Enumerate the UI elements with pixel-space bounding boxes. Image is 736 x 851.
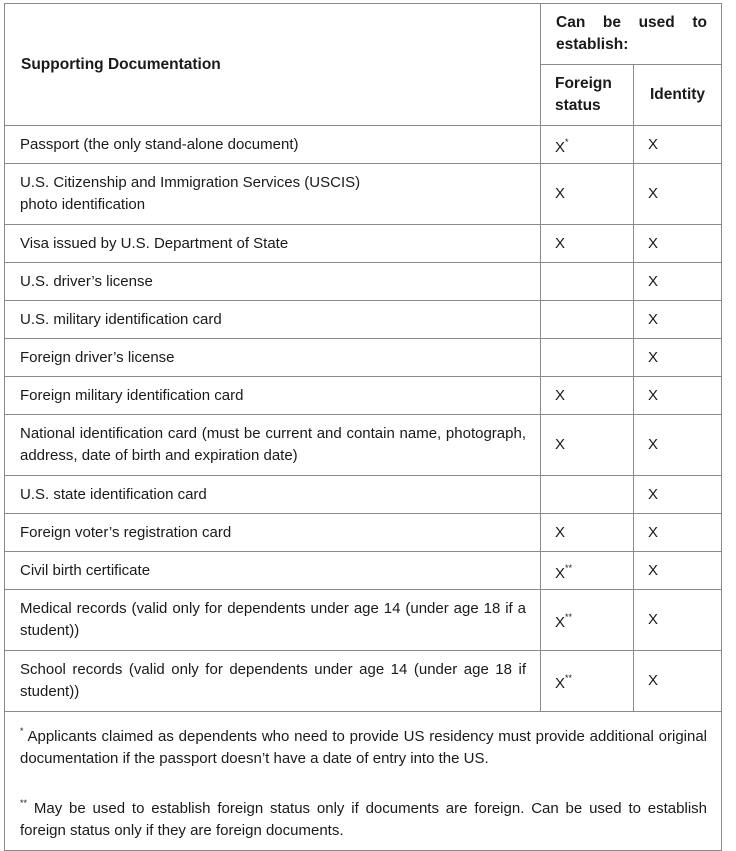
table-row xyxy=(5,552,722,590)
identity-cell: X xyxy=(634,164,722,225)
foreign-status-cell xyxy=(541,651,634,712)
document-cell: Medical records (valid only for dependents under age 14 (under age 18 if a student)) xyxy=(5,590,541,651)
document-cell: National identification card (must be current and contain name, photograph, address, date of birth and expiration date) xyxy=(5,415,541,476)
header-can-be-used-to-establish: Can be used to establish: xyxy=(541,4,722,65)
identity-cell: X xyxy=(634,301,722,339)
header-foreign-status: Foreign status xyxy=(541,65,634,126)
footnote-marker: ** xyxy=(565,612,573,622)
document-cell: U.S. military identification card xyxy=(5,301,541,339)
table-row xyxy=(5,225,722,263)
foreign-status-cell xyxy=(541,126,634,164)
foreign-status-cell xyxy=(541,552,634,590)
footnote-mark: * xyxy=(20,726,24,736)
footnote-marker: ** xyxy=(565,673,573,683)
identity-cell: X xyxy=(634,225,722,263)
foreign-status-cell: X xyxy=(541,415,634,476)
foreign-status-cell xyxy=(541,339,634,377)
foreign-status-cell: X xyxy=(541,164,634,225)
document-cell: Foreign voter’s registration card xyxy=(5,514,541,552)
foreign-status-cell xyxy=(541,263,634,301)
footnote-text: Applicants claimed as dependents who need to provide US residency must provide additional original documentation if the passport doesn’t have a date of entry into the US. xyxy=(20,728,708,767)
footnote-double-asterisk xyxy=(20,792,707,842)
foreign-status-cell: X xyxy=(541,225,634,263)
foreign-status-cell: X xyxy=(541,514,634,552)
table-row xyxy=(5,301,722,339)
identity-cell: X xyxy=(634,552,722,590)
foreign-status-cell xyxy=(541,301,634,339)
identity-cell: X xyxy=(634,476,722,514)
table-row xyxy=(5,651,722,712)
table-row xyxy=(5,339,722,377)
identity-cell: X xyxy=(634,263,722,301)
identity-cell: X xyxy=(634,514,722,552)
foreign-status-cell: X xyxy=(541,377,634,415)
identity-cell: X xyxy=(634,590,722,651)
header-identity: Identity xyxy=(634,65,722,126)
document-cell: Foreign driver’s license xyxy=(5,339,541,377)
footnote-marker: ** xyxy=(565,562,573,573)
document-cell: Visa issued by U.S. Department of State xyxy=(5,225,541,263)
identity-cell: X xyxy=(634,339,722,377)
footnote-single-asterisk xyxy=(20,720,707,770)
foreign-mark: X xyxy=(555,675,566,692)
header-supporting-documentation: Supporting Documentation xyxy=(5,4,541,126)
foreign-mark: X xyxy=(555,138,566,156)
footnote-marker: * xyxy=(565,136,569,147)
footnotes-cell xyxy=(5,712,722,851)
document-cell: School records (valid only for dependents under age 14 (under age 18 if student)) xyxy=(5,651,541,712)
foreign-mark: X xyxy=(555,564,566,582)
table-row xyxy=(5,377,722,415)
identity-cell: X xyxy=(634,126,722,164)
document-cell: Passport (the only stand-alone document) xyxy=(5,126,541,164)
identity-cell: X xyxy=(634,651,722,712)
document-cell xyxy=(5,164,541,225)
table-row xyxy=(5,164,722,225)
identity-cell: X xyxy=(634,415,722,476)
document-cell: Foreign military identification card xyxy=(5,377,541,415)
table-row xyxy=(5,126,722,164)
supporting-documentation-table xyxy=(4,3,722,851)
footnotes-row xyxy=(5,712,722,851)
document-line-2: photo identification xyxy=(20,196,146,213)
footnote-text: May be used to establish foreign status only if documents are foreign. Can be used to establish foreign status only if they are foreign documents. xyxy=(20,800,708,839)
table-row xyxy=(5,415,722,476)
table-row xyxy=(5,514,722,552)
foreign-mark: X xyxy=(555,614,566,631)
document-cell: U.S. state identification card xyxy=(5,476,541,514)
table-row xyxy=(5,590,722,651)
identity-cell: X xyxy=(634,377,722,415)
table-row xyxy=(5,263,722,301)
footnote-mark: ** xyxy=(20,798,28,808)
document-cell: Civil birth certificate xyxy=(5,552,541,590)
document-line-1: U.S. Citizenship and Immigration Services (USCIS) xyxy=(20,174,361,191)
foreign-status-cell xyxy=(541,590,634,651)
foreign-status-cell xyxy=(541,476,634,514)
document-cell: U.S. driver’s license xyxy=(5,263,541,301)
table-row xyxy=(5,476,722,514)
